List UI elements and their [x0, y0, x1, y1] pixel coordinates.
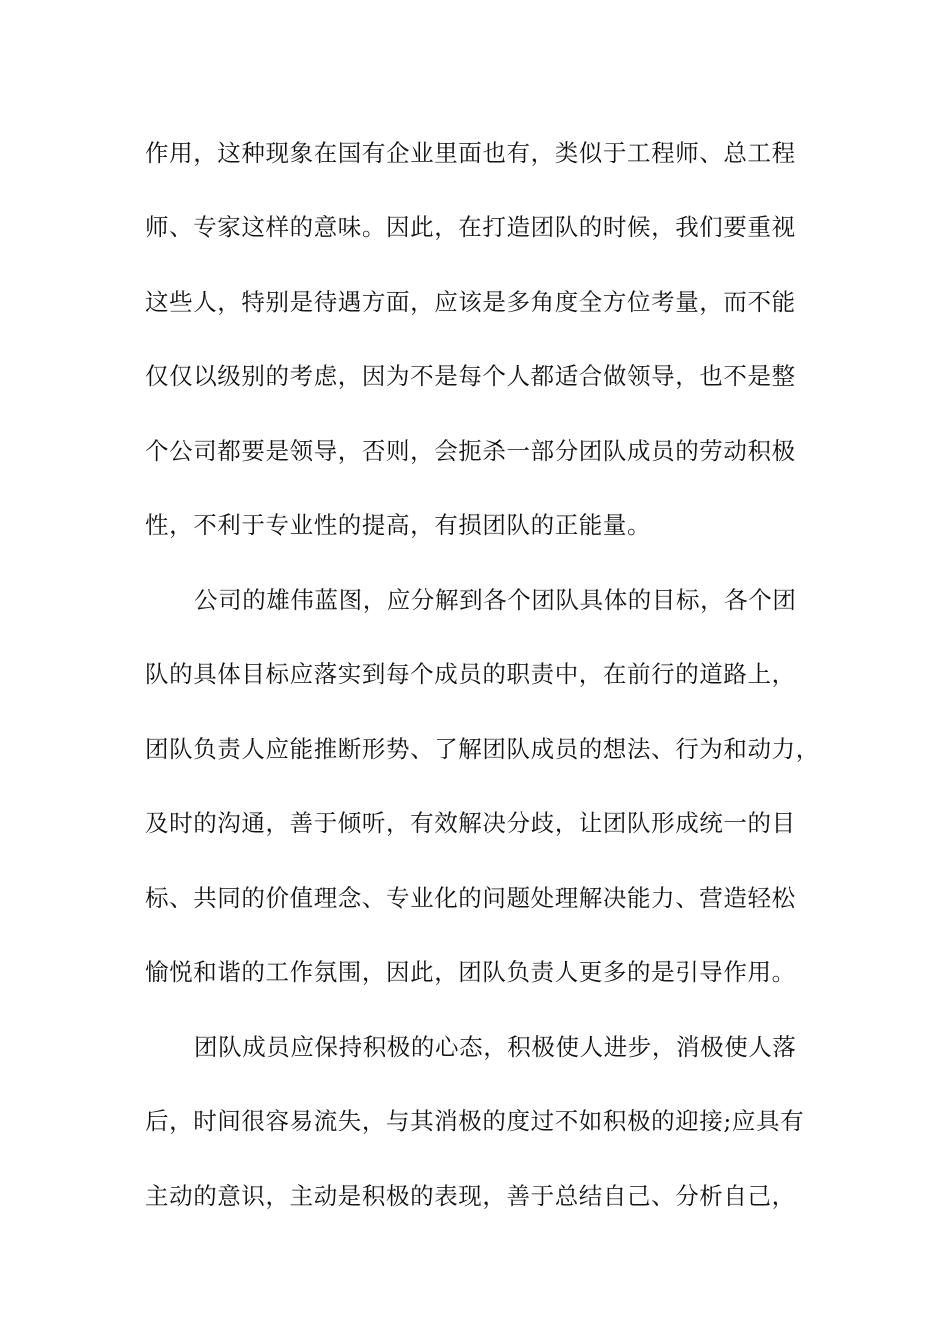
- text-line: 这些人，特别是待遇方面，应该是多角度全方位考量，而不能: [145, 288, 796, 316]
- text-line: 标、共同的价值理念、专业化的问题处理解决能力、营造轻松: [145, 884, 796, 912]
- text-line: 性，不利于专业性的提高，有损团队的正能量。: [145, 511, 652, 539]
- text-line: 后，时间很容易流失，与其消极的度过不如积极的迎接;应具有: [145, 1107, 805, 1135]
- text-line: 队的具体目标应落实到每个成员的职责中，在前行的道路上，: [145, 660, 796, 688]
- text-line: 作用，这种现象在国有企业里面也有，类似于工程师、总工程: [145, 139, 796, 167]
- text-line: 主动的意识，主动是积极的表现，善于总结自己、分析自己，: [145, 1182, 796, 1210]
- text-line: 师、专家这样的意味。因此，在打造团队的时候，我们要重视: [145, 213, 796, 241]
- paragraph-first-line: 团队成员应保持积极的心态，积极使人进步，消极使人落: [194, 1033, 797, 1061]
- text-line: 个公司都要是领导，否则，会扼杀一部分团队成员的劳动积极: [145, 437, 796, 465]
- text-line: 团队负责人应能推断形势、了解团队成员的想法、行为和动力，: [145, 735, 820, 763]
- text-line: 愉悦和谐的工作氛围，因此，团队负责人更多的是引导作用。: [145, 958, 796, 986]
- paragraph-first-line: 公司的雄伟蓝图，应分解到各个团队具体的目标，各个团: [194, 586, 797, 614]
- text-line: 及时的沟通，善于倾听，有效解决分歧，让团队形成统一的目: [145, 809, 796, 837]
- text-line: 仅仅以级别的考虑，因为不是每个人都适合做领导，也不是整: [145, 362, 796, 390]
